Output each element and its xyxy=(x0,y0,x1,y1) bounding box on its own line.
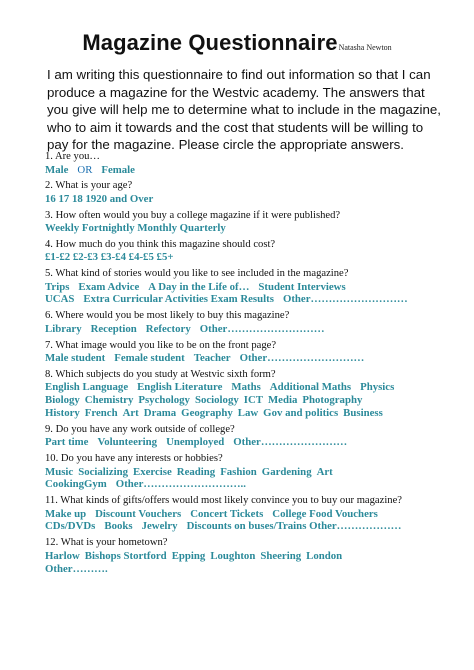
answer-row xyxy=(45,478,455,491)
answer-option[interactable]: Other……………………….. xyxy=(115,478,246,491)
answer-option[interactable]: Books xyxy=(104,520,133,533)
question-list xyxy=(45,151,455,579)
answer-row xyxy=(45,281,455,294)
answer-option[interactable]: Socializing xyxy=(78,465,128,478)
answer-option[interactable]: Extra Curricular Activities Exam Results xyxy=(83,293,274,306)
question-text: 4. How much do you think this magazine should cost? xyxy=(45,238,276,250)
answer-option[interactable]: Maths xyxy=(231,381,261,394)
answer-option[interactable]: Gov and politics xyxy=(263,406,339,419)
question-10 xyxy=(45,453,455,491)
answer-option[interactable]: London xyxy=(306,549,343,562)
answer-option[interactable]: Female xyxy=(101,163,135,176)
answer-option[interactable]: Part time xyxy=(45,436,89,449)
answer-option[interactable]: Gardening xyxy=(261,465,312,478)
answer-option[interactable]: Additional Maths xyxy=(269,381,352,394)
answer-option[interactable]: Loughton xyxy=(210,549,256,562)
answer-option[interactable]: Exercise xyxy=(133,465,172,478)
answer-option[interactable]: Make up xyxy=(45,507,87,520)
answer-option[interactable]: Student Interviews xyxy=(258,280,346,293)
answer-row xyxy=(45,563,455,576)
question-text: 9. Do you have any work outside of college? xyxy=(45,423,235,435)
question-7 xyxy=(45,340,455,365)
answer-option[interactable]: Law xyxy=(237,406,259,419)
page-title: Magazine Questionnaire xyxy=(82,30,338,55)
intro-paragraph: I am writing this questionnaire to find out information so that I can produce a magazine for the Westvic academy. The answers that you give will help me to determine what to include in the magazine, who to aim it towards and the cost that students will be willing to pay for the magazine. Please circle the appropriate answers. xyxy=(47,67,441,152)
answer-row xyxy=(45,352,455,365)
answer-row xyxy=(45,193,455,206)
answer-row xyxy=(45,222,455,235)
answer-option[interactable]: Refectory xyxy=(145,322,191,335)
answer-option[interactable]: UCAS xyxy=(45,293,75,306)
answer-option[interactable]: Trips xyxy=(45,280,70,293)
answer-option[interactable]: Fashion xyxy=(220,465,257,478)
answer-option[interactable]: Male xyxy=(45,163,69,176)
answer-option[interactable]: Photography xyxy=(302,394,363,407)
answer-row xyxy=(45,466,455,479)
answer-row xyxy=(45,407,455,420)
question-5 xyxy=(45,268,455,306)
answer-row xyxy=(45,323,455,336)
answer-option[interactable]: College Food Vouchers xyxy=(272,507,378,520)
answer-option[interactable]: ICT xyxy=(243,394,263,407)
answer-option[interactable]: Discount Vouchers xyxy=(95,507,182,520)
answer-option[interactable]: Sociology xyxy=(194,394,239,407)
answer-option[interactable]: Other……………………… xyxy=(282,293,408,306)
answer-row xyxy=(45,520,455,533)
answer-row xyxy=(45,550,455,563)
answer-option[interactable]: Reading xyxy=(176,465,216,478)
answer-option[interactable]: Other……………………… xyxy=(199,322,325,335)
answer-option[interactable]: Discounts on buses/Trains Other……………… xyxy=(186,520,402,533)
question-6 xyxy=(45,310,455,335)
answer-option[interactable]: CDs/DVDs xyxy=(45,520,96,533)
answer-option[interactable]: Male student xyxy=(45,352,106,365)
answer-option[interactable]: Art xyxy=(316,465,333,478)
answer-row xyxy=(45,164,455,177)
question-text: 5. What kind of stories would you like to see included in the magazine? xyxy=(45,268,349,280)
answer-option[interactable]: Psychology xyxy=(138,394,190,407)
question-12 xyxy=(45,537,455,575)
answer-option[interactable]: Female student xyxy=(114,352,185,365)
answer-option[interactable]: Biology xyxy=(45,394,80,407)
answer-option[interactable]: CookingGym xyxy=(45,478,107,491)
answer-option[interactable]: History xyxy=(45,406,80,419)
answer-option[interactable]: Art xyxy=(122,406,139,419)
question-9 xyxy=(45,424,455,449)
question-text: 1. Are you… xyxy=(45,151,101,162)
answer-option[interactable]: Unemployed xyxy=(166,436,225,449)
answer-option[interactable]: Physics xyxy=(360,381,395,394)
answer-option[interactable]: Business xyxy=(343,406,383,419)
answer-option[interactable]: Reception xyxy=(90,322,137,335)
answer-option[interactable]: 16 17 18 1920 and Over xyxy=(45,192,154,205)
answer-option[interactable]: Volunteering xyxy=(97,436,158,449)
question-text: 6. Where would you be most likely to buy this magazine? xyxy=(45,310,290,322)
answer-row xyxy=(45,381,455,394)
answer-option[interactable]: Library xyxy=(45,322,82,335)
answer-option[interactable]: Bishops Stortford xyxy=(84,549,167,562)
question-text: 3. How often would you buy a college magazine if it were published? xyxy=(45,209,341,221)
answer-option[interactable]: Jewelry xyxy=(141,520,178,533)
answer-row xyxy=(45,508,455,521)
answer-option[interactable]: Sheering xyxy=(260,549,302,562)
answer-row xyxy=(45,436,455,449)
answer-option[interactable]: Other………. xyxy=(45,562,108,575)
question-text: 12. What is your hometown? xyxy=(45,537,168,549)
answer-option[interactable]: Exam Advice xyxy=(78,280,140,293)
answer-option[interactable]: A Day in the Life of… xyxy=(148,280,250,293)
author-name: Natasha Newton xyxy=(338,43,392,52)
answer-row xyxy=(45,293,455,306)
answer-option[interactable]: Media xyxy=(267,394,298,407)
answer-option[interactable]: £1-£2 £2-£3 £3-£4 £4-£5 £5+ xyxy=(45,251,174,264)
question-11 xyxy=(45,495,455,533)
answer-option[interactable]: Chemistry xyxy=(84,394,134,407)
question-3 xyxy=(45,210,455,235)
question-2 xyxy=(45,180,455,205)
question-8 xyxy=(45,369,455,420)
answer-option[interactable]: Teacher xyxy=(193,352,231,365)
question-text: 8. Which subjects do you study at Westvic sixth form? xyxy=(45,368,276,380)
answer-option[interactable]: English Language xyxy=(45,381,129,394)
answer-option[interactable]: Music xyxy=(45,465,74,478)
question-1 xyxy=(45,151,455,176)
or-text: OR xyxy=(77,163,93,176)
answer-option[interactable]: Other…………………… xyxy=(233,436,348,449)
question-4 xyxy=(45,239,455,264)
title-row xyxy=(0,30,474,56)
question-text: 7. What image would you like to be on the front page? xyxy=(45,339,277,351)
answer-option[interactable]: Drama xyxy=(143,406,177,419)
answer-option[interactable]: French xyxy=(84,406,118,419)
question-text: 11. What kinds of gifts/offers would most likely convince you to buy our magazine? xyxy=(45,495,402,507)
answer-option[interactable]: Concert Tickets xyxy=(190,507,264,520)
answer-option[interactable]: English Literature xyxy=(137,381,223,394)
answer-option[interactable]: Epping xyxy=(171,549,206,562)
answer-option[interactable]: Harlow xyxy=(45,549,80,562)
answer-option[interactable]: Weekly Fortnightly Monthly Quarterly xyxy=(45,222,226,235)
answer-row xyxy=(45,251,455,264)
question-text: 2. What is your age? xyxy=(45,180,133,192)
question-text: 10. Do you have any interests or hobbies? xyxy=(45,453,223,465)
answer-option[interactable]: Geography xyxy=(181,406,233,419)
answer-row xyxy=(45,394,455,407)
answer-option[interactable]: Other……………………… xyxy=(239,352,365,365)
